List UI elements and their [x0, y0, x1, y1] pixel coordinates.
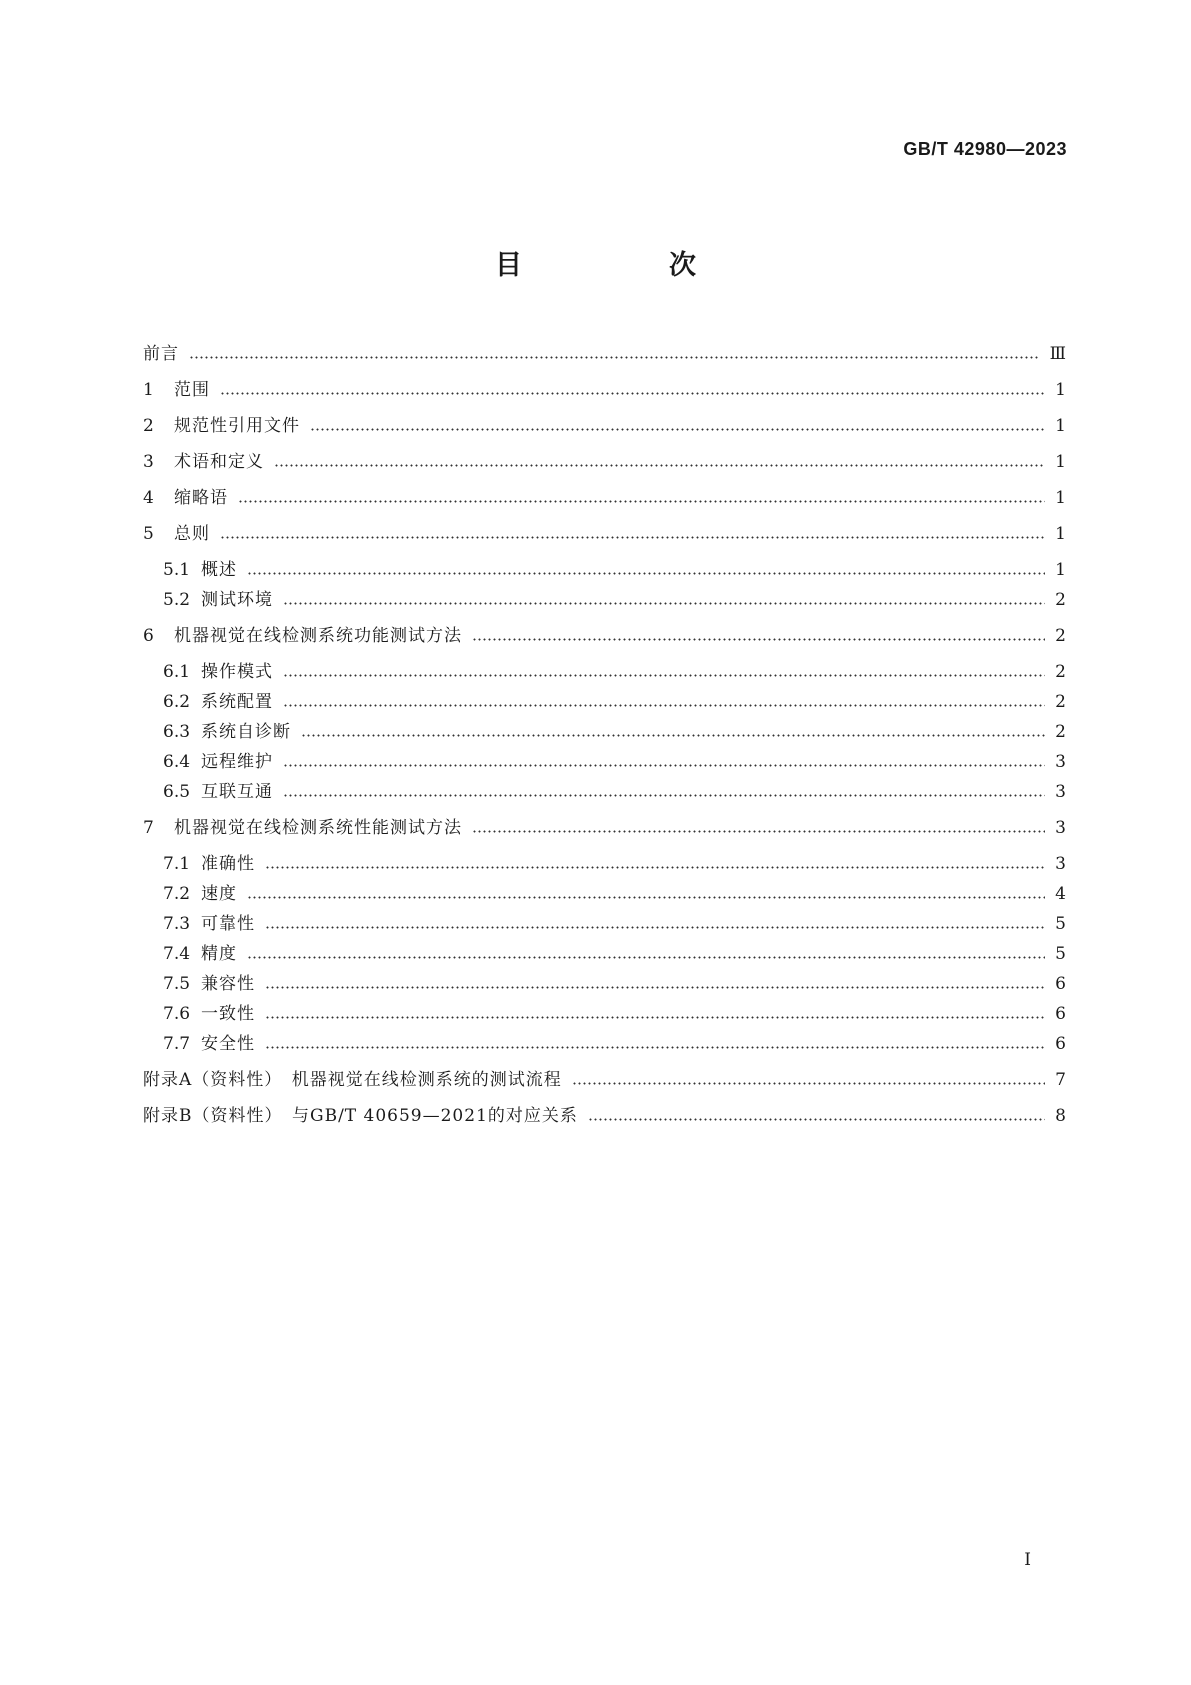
- toc-entry-page: 7: [1055, 1070, 1066, 1090]
- toc-entry-number: 1: [143, 380, 154, 400]
- toc-entry[interactable]: [143, 879, 1066, 909]
- toc-entry[interactable]: [143, 999, 1066, 1029]
- toc-entry-number: 6.4: [163, 752, 191, 772]
- toc-entry-title: 互联互通: [201, 782, 273, 802]
- toc-entry-page: 2: [1055, 722, 1066, 742]
- toc-entry-page: 1: [1055, 560, 1066, 580]
- toc-entry-page: 8: [1055, 1106, 1066, 1126]
- toc-entry-page: 3: [1055, 854, 1066, 874]
- toc-dot-leader: [301, 734, 1045, 737]
- toc-entry-title: 缩略语: [174, 488, 228, 508]
- toc-entry-title: 兼容性: [201, 974, 255, 994]
- toc-dot-leader: [265, 1046, 1045, 1049]
- toc-entry-number: 6: [143, 626, 154, 646]
- toc-entry[interactable]: [143, 777, 1066, 807]
- toc-entry[interactable]: [143, 939, 1066, 969]
- toc-entry-title: 系统自诊断: [201, 722, 291, 742]
- toc-entry-number: 6.1: [163, 662, 191, 682]
- toc-entry-title: 机器视觉在线检测系统性能测试方法: [174, 818, 462, 838]
- toc-entry-title: 速度: [201, 884, 237, 904]
- toc-dot-leader: [588, 1118, 1045, 1121]
- toc-dot-leader: [283, 764, 1045, 767]
- toc-entry-page: 5: [1055, 944, 1066, 964]
- toc-dot-leader: [238, 500, 1045, 503]
- toc-entry-page: 4: [1055, 884, 1066, 904]
- toc-dot-leader: [310, 428, 1045, 431]
- toc-entry[interactable]: [143, 519, 1066, 549]
- toc-entry-number: 7.4: [163, 944, 191, 964]
- toc-entry[interactable]: [143, 375, 1066, 405]
- toc-entry-number: 4: [143, 488, 154, 508]
- toc-dot-leader: [283, 674, 1045, 677]
- toc-entry-title: 术语和定义: [174, 452, 264, 472]
- toc-entry-page: Ⅲ: [1049, 344, 1066, 364]
- toc-entry-number: 6.3: [163, 722, 191, 742]
- toc-entry-page: 1: [1055, 488, 1066, 508]
- toc-dot-leader: [189, 356, 1040, 359]
- page-number: I: [1024, 1550, 1031, 1570]
- toc-entry-page: 2: [1055, 662, 1066, 682]
- toc-entry-title: 准确性: [201, 854, 255, 874]
- toc-entry-page: 6: [1055, 974, 1066, 994]
- toc-entry-title: 操作模式: [201, 662, 273, 682]
- toc-dot-leader: [247, 572, 1045, 575]
- toc-dot-leader: [472, 638, 1045, 641]
- toc-entry[interactable]: [143, 1029, 1066, 1059]
- toc-entry-number: 5.2: [163, 590, 191, 610]
- toc-entry-page: 2: [1055, 626, 1066, 646]
- toc-entry-number: 3: [143, 452, 154, 472]
- toc-dot-leader: [265, 866, 1045, 869]
- toc-entry-page: 2: [1055, 692, 1066, 712]
- toc-dot-leader: [220, 392, 1045, 395]
- toc-entry[interactable]: [143, 621, 1066, 651]
- toc-entry[interactable]: [143, 687, 1066, 717]
- toc-entry-page: 3: [1055, 782, 1066, 802]
- toc-dot-leader: [265, 1016, 1045, 1019]
- table-of-contents: [143, 339, 1066, 1131]
- toc-entry[interactable]: [143, 747, 1066, 777]
- toc-entry-number: 7: [143, 818, 154, 838]
- toc-dot-leader: [220, 536, 1045, 539]
- toc-entry-title: 前言: [143, 344, 179, 364]
- toc-entry-title: 机器视觉在线检测系统功能测试方法: [174, 626, 462, 646]
- toc-entry[interactable]: [143, 555, 1066, 585]
- toc-entry[interactable]: [143, 1065, 1066, 1095]
- toc-entry-title: 总则: [174, 524, 210, 544]
- toc-entry-number: 6.5: [163, 782, 191, 802]
- toc-entry-page: 3: [1055, 752, 1066, 772]
- toc-entry-title: 一致性: [201, 1004, 255, 1024]
- toc-dot-leader: [283, 704, 1045, 707]
- toc-entry-title: 附录B（资料性） 与GB/T 40659—2021的对应关系: [143, 1106, 578, 1126]
- toc-entry-page: 3: [1055, 818, 1066, 838]
- toc-entry-number: 7.5: [163, 974, 191, 994]
- toc-dot-leader: [572, 1082, 1045, 1085]
- toc-entry-page: 6: [1055, 1004, 1066, 1024]
- toc-entry-page: 2: [1055, 590, 1066, 610]
- toc-entry-page: 5: [1055, 914, 1066, 934]
- toc-entry-page: 1: [1055, 380, 1066, 400]
- standard-code: GB/T 42980—2023: [903, 139, 1067, 159]
- toc-dot-leader: [283, 794, 1045, 797]
- toc-entry[interactable]: [143, 411, 1066, 441]
- toc-entry-number: 6.2: [163, 692, 191, 712]
- toc-dot-leader: [247, 896, 1045, 899]
- toc-entry-title: 测试环境: [201, 590, 273, 610]
- toc-entry[interactable]: [143, 339, 1066, 369]
- toc-entry-number: 7.6: [163, 1004, 191, 1024]
- toc-entry[interactable]: [143, 657, 1066, 687]
- toc-entry-number: 7.1: [163, 854, 191, 874]
- page-title: 目 次: [495, 250, 756, 281]
- toc-entry-number: 7.3: [163, 914, 191, 934]
- toc-entry[interactable]: [143, 849, 1066, 879]
- toc-entry[interactable]: [143, 447, 1066, 477]
- toc-entry-title: 远程维护: [201, 752, 273, 772]
- toc-entry[interactable]: [143, 813, 1066, 843]
- toc-entry-number: 5: [143, 524, 154, 544]
- toc-entry[interactable]: [143, 483, 1066, 513]
- toc-entry-title: 范围: [174, 380, 210, 400]
- toc-entry-title: 概述: [201, 560, 237, 580]
- toc-entry[interactable]: [143, 1101, 1066, 1131]
- toc-entry[interactable]: [143, 717, 1066, 747]
- toc-entry-title: 可靠性: [201, 914, 255, 934]
- toc-entry-number: 7.2: [163, 884, 191, 904]
- toc-entry-title: 附录A（资料性） 机器视觉在线检测系统的测试流程: [143, 1070, 562, 1090]
- toc-entry-number: 5.1: [163, 560, 191, 580]
- toc-entry-title: 系统配置: [201, 692, 273, 712]
- toc-dot-leader: [283, 602, 1045, 605]
- toc-dot-leader: [247, 956, 1045, 959]
- toc-dot-leader: [472, 830, 1045, 833]
- toc-entry-title: 安全性: [201, 1034, 255, 1054]
- toc-entry[interactable]: [143, 969, 1066, 999]
- toc-entry-page: 1: [1055, 452, 1066, 472]
- toc-entry[interactable]: [143, 585, 1066, 615]
- toc-dot-leader: [265, 986, 1045, 989]
- toc-dot-leader: [265, 926, 1045, 929]
- toc-entry-title: 精度: [201, 944, 237, 964]
- toc-entry-number: 2: [143, 416, 154, 436]
- toc-entry-title: 规范性引用文件: [174, 416, 300, 436]
- toc-entry-page: 1: [1055, 524, 1066, 544]
- toc-entry[interactable]: [143, 909, 1066, 939]
- toc-entry-page: 6: [1055, 1034, 1066, 1054]
- toc-entry-number: 7.7: [163, 1034, 191, 1054]
- toc-dot-leader: [274, 464, 1045, 467]
- toc-entry-page: 1: [1055, 416, 1066, 436]
